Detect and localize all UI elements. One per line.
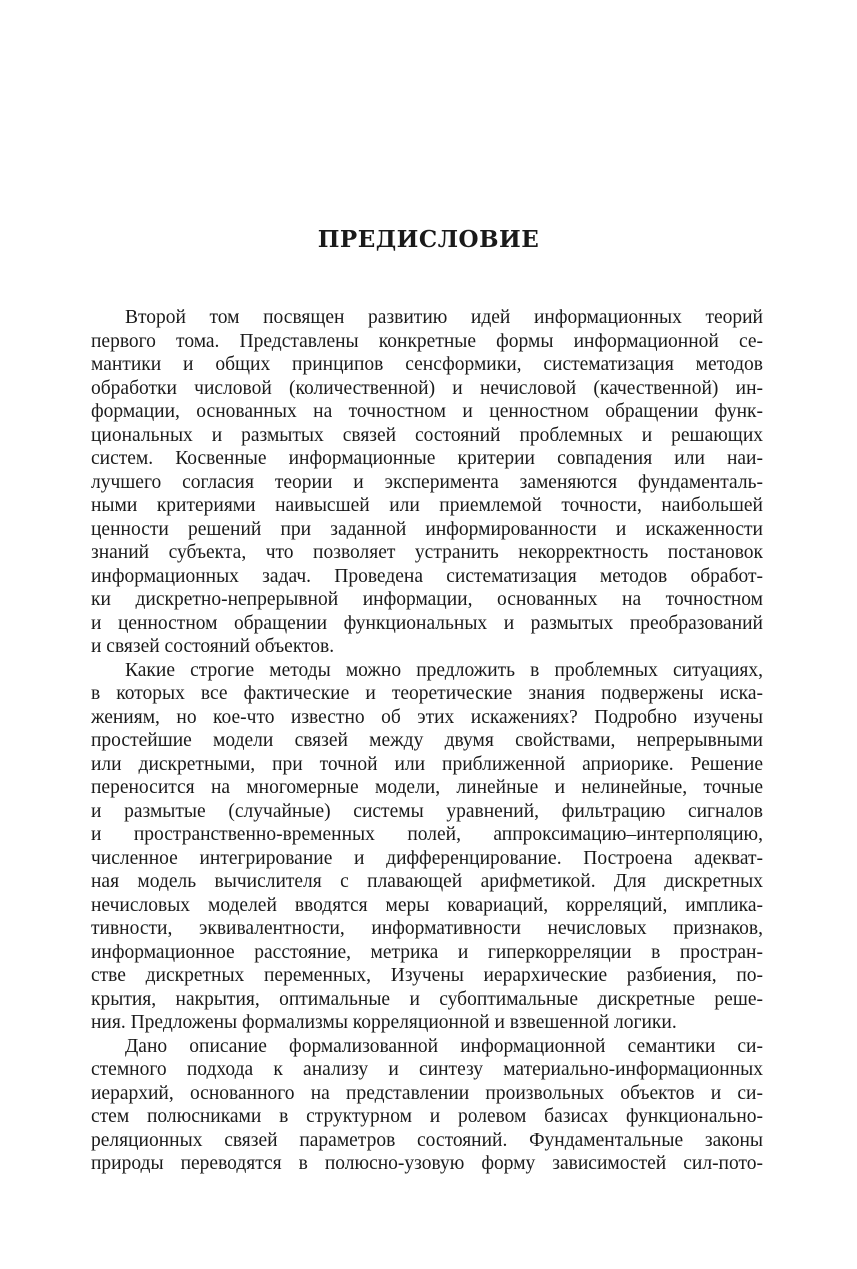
text-line: жениям, но кое-что известно об этих искажениях? Подробно изучены	[91, 706, 763, 728]
text-line: и пространственно-временных полей, аппроксимацию–интерполяцию,	[91, 824, 763, 845]
text-line: стве дискретных переменных, Изучены иерархические разбиения, по-	[91, 965, 763, 986]
text-line: мантики и общих принципов сенсформики, систематизация методов	[91, 354, 763, 375]
paragraph	[91, 1035, 763, 1176]
text-line: или дискретными, при точной или приближенной априорике. Решение	[91, 753, 763, 775]
text-line: знаний субъекта, что позволяет устранить некорректность постановок	[91, 542, 763, 563]
text-line: природы переводятся в полюсно-узовую форму зависимостей сил-пото-	[91, 1153, 763, 1174]
text-line: ки дискретно-непрерывной информации, основанных на точностном	[91, 589, 763, 610]
page-title: ПРЕДИСЛОВИЕ	[317, 226, 540, 253]
text-line: нечисловых моделей вводятся меры ковариаций, корреляций, имплика-	[91, 894, 763, 916]
text-line: простейшие модели связей между двумя свойствами, непрерывными	[91, 730, 763, 751]
text-line: и ценностном обращении функциональных и размытых преобразований	[91, 612, 763, 634]
text-line: первого тома. Представлены конкретные формы информационной се-	[91, 330, 763, 352]
text-line: ная модель вычислителя с плавающей арифметикой. Для дискретных	[91, 871, 763, 892]
text-line: в которых все фактические и теоретические знания подвержены иска-	[91, 683, 763, 704]
text-line: систем. Косвенные информационные критерии совпадения или наи-	[91, 448, 763, 469]
text-line: иерархий, основанного на представлении произвольных объектов и си-	[91, 1082, 763, 1104]
text-line: формации, основанных на точностном и ценностном обращении функ-	[91, 401, 763, 422]
text-line: переносится на многомерные модели, линейные и нелинейные, точные	[91, 777, 763, 798]
text-line: Второй том посвящен развитию идей информационных теорий	[125, 307, 763, 328]
text-line: Дано описание формализованной информационной семантики си-	[125, 1035, 763, 1057]
text-line: стем полюсниками в структурном и ролевом базисах функционально-	[91, 1106, 763, 1127]
text-line: реляционных связей параметров состояний. Фундаментальные законы	[91, 1129, 763, 1151]
text-line: стемного подхода к анализу и синтезу материально-информационных	[91, 1059, 763, 1080]
paragraph	[91, 659, 763, 1035]
text-line: и связей состояний объектов.	[91, 636, 335, 657]
text-line: численное интегрирование и дифференцирование. Построена адекват-	[91, 847, 763, 869]
text-line: Какие строгие методы можно предложить в проблемных ситуациях,	[125, 659, 763, 681]
text-line: информационное расстояние, метрика и гиперкорреляции в простран-	[91, 941, 763, 963]
text-line: ными критериями наивысшей или приемлемой точности, наибольшей	[91, 495, 763, 516]
body-text	[91, 306, 763, 1176]
text-line: и размытые (случайные) системы уравнений, фильтрацию сигналов	[91, 800, 763, 822]
text-line: лучшего согласия теории и эксперимента заменяются фундаменталь-	[91, 471, 763, 493]
text-line: ценности решений при заданной информированности и искаженности	[91, 518, 763, 540]
text-line: циональных и размытых связей состояний проблемных и решающих	[91, 424, 763, 446]
paragraph	[91, 306, 763, 659]
text-line: обработки числовой (количественной) и нечисловой (качественной) ин-	[91, 377, 763, 399]
text-line: крытия, накрытия, оптимальные и субоптимальные дискретные реше-	[91, 988, 763, 1010]
text-line: ния. Предложены формализмы корреляционной и взвешенной логики.	[91, 1012, 677, 1033]
text-line: тивности, эквивалентности, информативности нечисловых признаков,	[91, 918, 763, 939]
text-line: информационных задач. Проведена систематизация методов обработ-	[91, 565, 763, 587]
